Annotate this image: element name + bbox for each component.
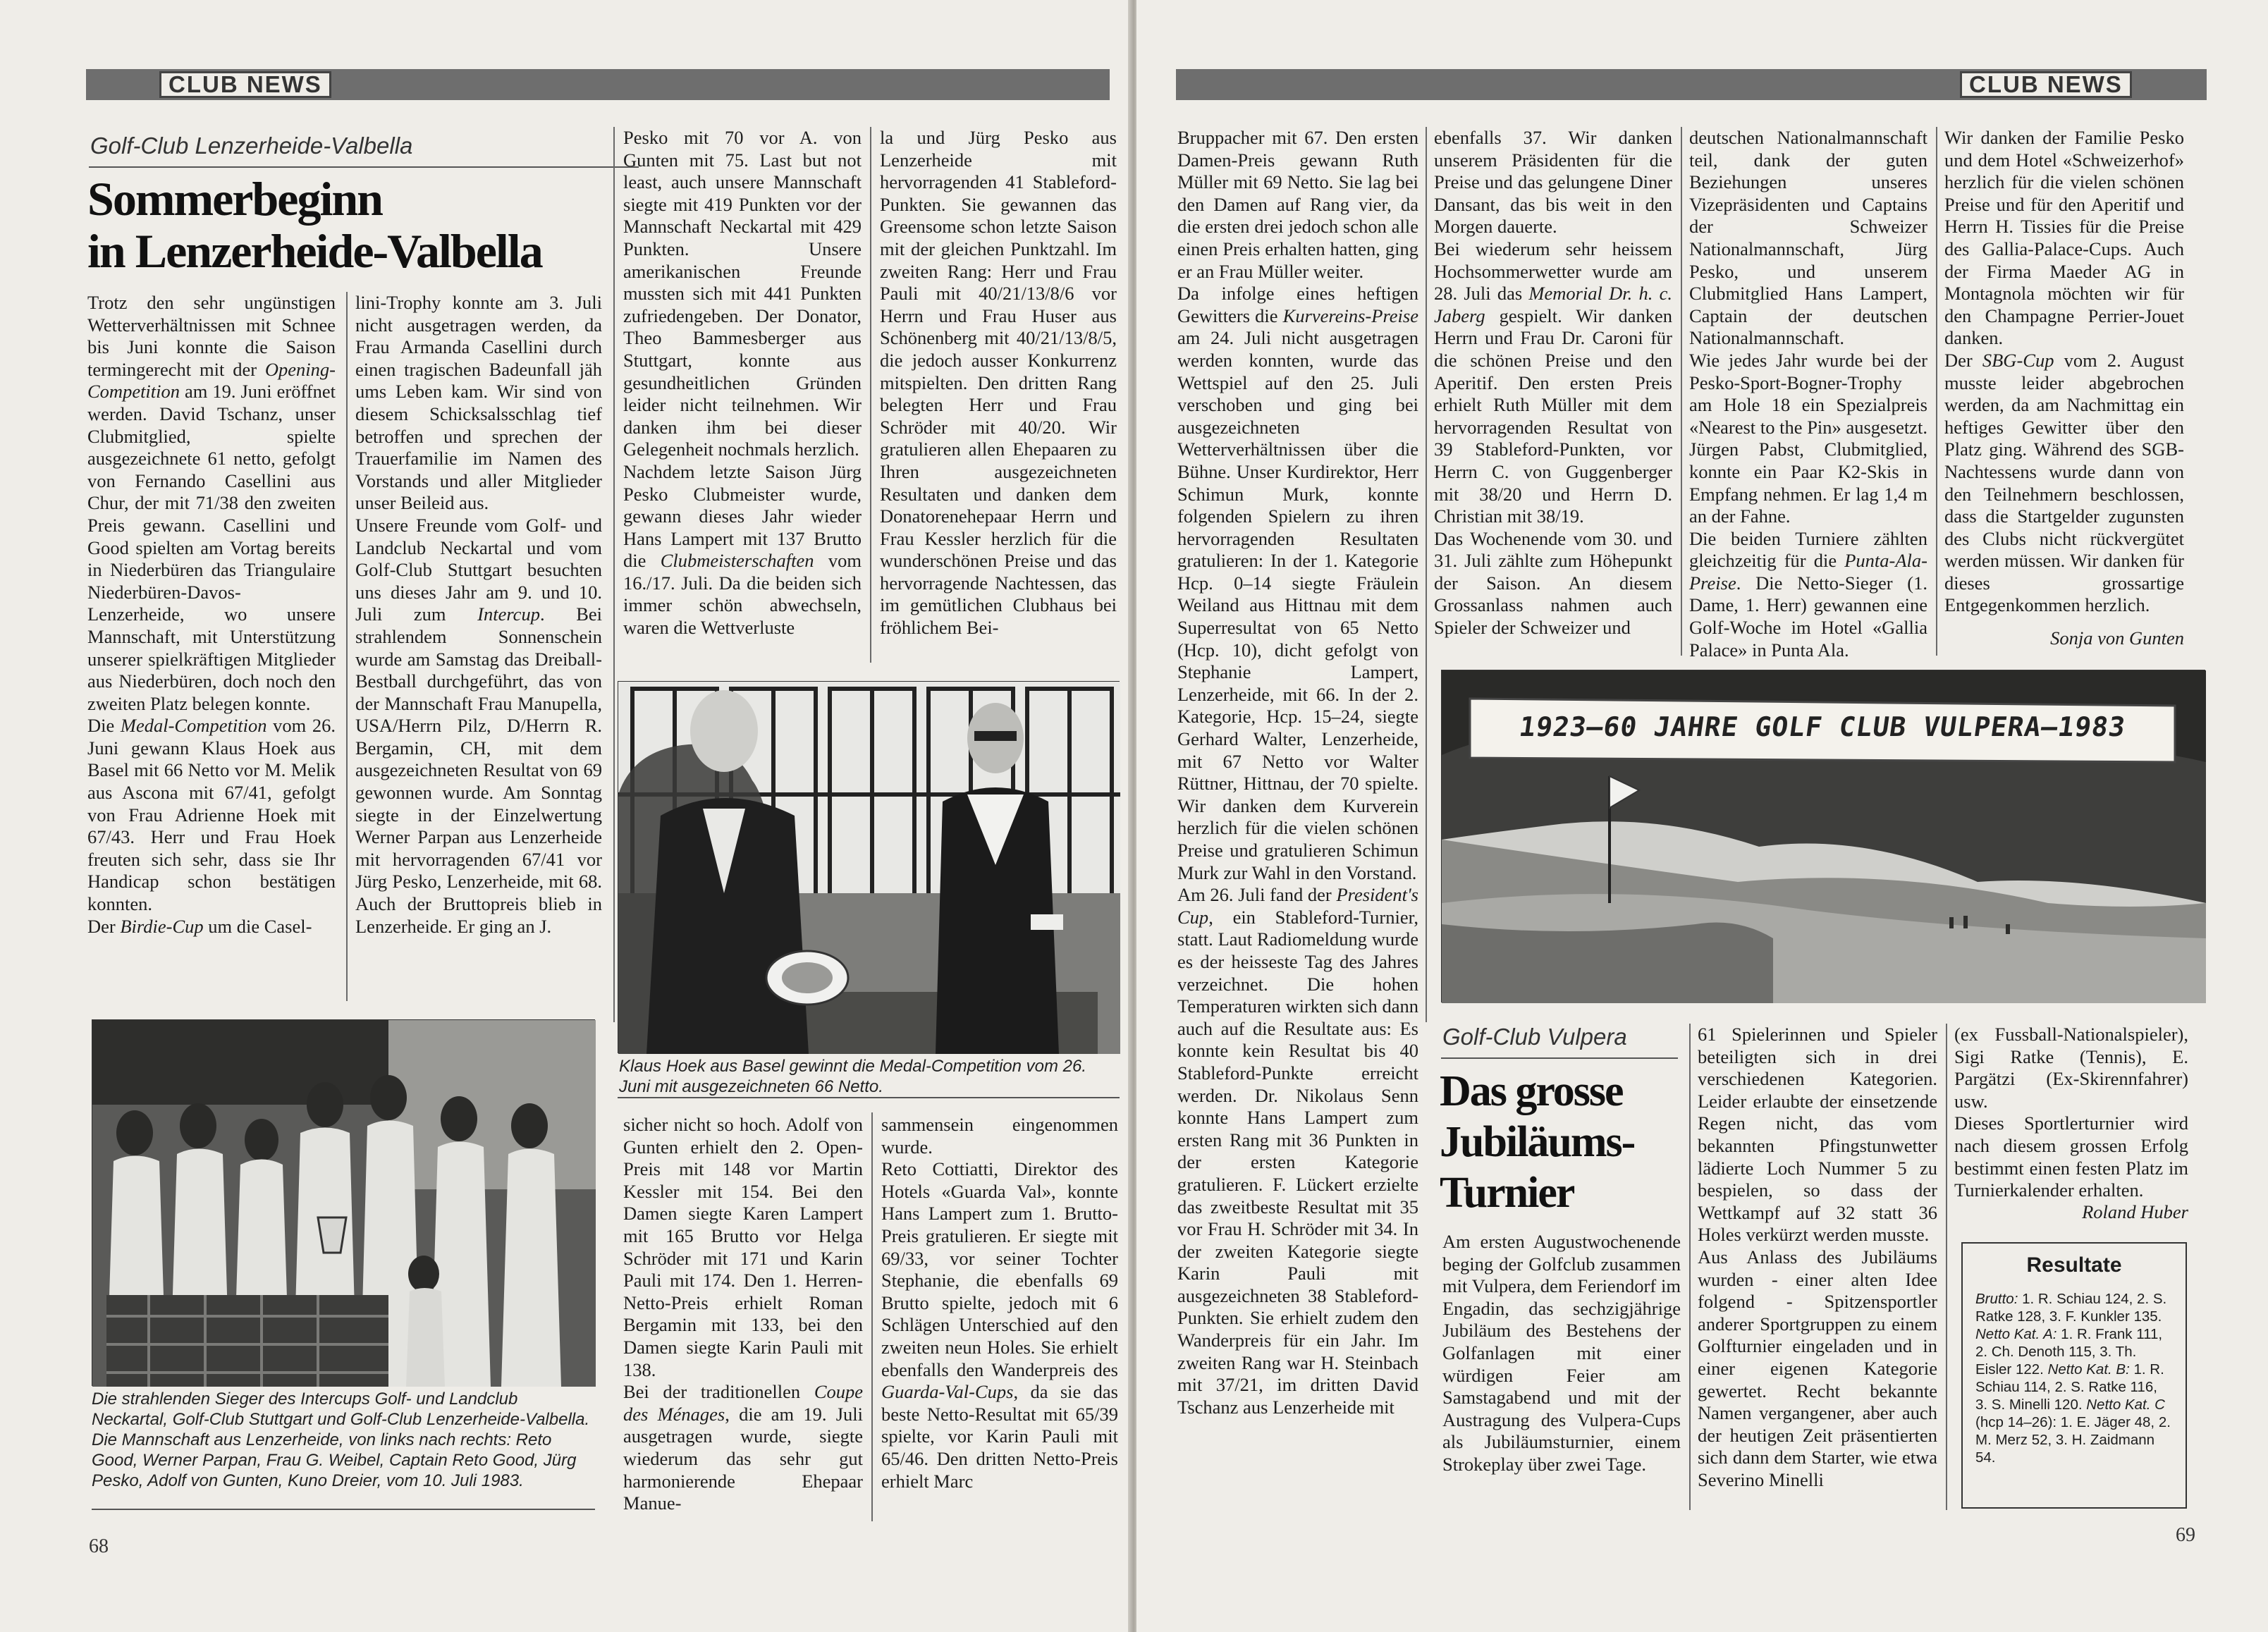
article-kicker: Golf-Club Lenzerheide-Valbella <box>90 133 413 159</box>
section-label: CLUB NEWS <box>1960 71 2132 98</box>
section-label: CLUB NEWS <box>159 71 331 98</box>
article-column-2 <box>355 292 602 1004</box>
author-signature-sonja: Sonja von Gunten <box>2050 627 2184 649</box>
paragraph: Bruppacher mit 67. Den ersten Damen-Preis gewann Ruth Müller mit 69 Netto. Sie lag bei den Damen auf Rang vier, da die ersten drei jedoch schon alle einen Preis erhalten hatten, ging er an Frau Müller weiter. <box>1177 127 1418 282</box>
paragraph: sammensein eingenommen wurde. <box>881 1114 1118 1158</box>
left-page <box>0 0 1132 1632</box>
article-column-3-top <box>623 127 862 661</box>
paragraph: deutschen Nationalmannschaft teil, dank der guten Beziehungen unseres Vizepräsidenten und Captains der Schweizer Nationalmannschaft, Jürg Pesko, und unserem Clubmitglied Hans Lampert, Captain der deutschen Nationalmannschaft. <box>1689 127 1927 349</box>
paragraph: Trotz den sehr ungünstigen Wetterverhältnissen mit Schnee bis Juni konnte die Saison termingerecht mit der Opening-Competition am 19. Juni eröffnet werden. David Tschanz, unser Clubmitglied, spielte ausgezeichnete 61 netto, gefolgt von Fernando Casellini aus Chur, der mit 71/38 den zweiten Preis gewann. Casellini und Good spielten am Vortag bereits in Niederbüren das Triangulaire Niederbüren-Davos-Lenzerheide, wo unsere Mannschaft, mit Unterstützung unserer spielkräftigen Mitglieder aus Niederbüren, doch noch den zweiten Platz belegen konnte. <box>87 292 336 714</box>
paragraph: Der SBG-Cup vom 2. August musste leider abgebrochen werden, da am Nachmittag ein heftiges Gewitter über den Platz ging. Während des SGB-Nachtessens wurde dann von den Teilnehmern beschlossen, dass die Startgelder zugunsten des Clubs nicht rückvergütet werden müssen. Wir danken für dieses grossartige Entgegenkommen herzlich. <box>1944 349 2184 616</box>
author-signature-roland: Roland Huber <box>2082 1201 2188 1222</box>
photo-intercup-team <box>92 1019 595 1386</box>
column-rule <box>1681 127 1682 656</box>
results-text: Brutto: 1. R. Schiau 124, 2. S. Ratke 128, 3. F. Kunkler 135. Netto Kat. A: 1. R. Frank 111, 2. Ch. Denoth 115, 3. Th. Eisler 122. Netto Kat. B: 1. R. Schiau 114, 2. S. Ratke 116, 3. S. Minelli 120. Netto Kat. C (hcp 14–26): 1. E. Jäger 48, 2. M. Merz 52, 3. H. Zaidmann 54. <box>1975 1291 2171 1466</box>
headline-vulpera-line-1: Das grosse <box>1440 1067 1623 1115</box>
article-column-4-top <box>880 127 1117 661</box>
paragraph: ebenfalls 37. Wir danken unserem Präsidenten für die Preise und das gelungene Diner Dansant, das bis weit in den Morgen dauerte. <box>1434 127 1672 238</box>
article-column-3-bottom <box>623 1114 863 1523</box>
column-rule <box>870 127 871 663</box>
paragraph: la und Jürg Pesko aus Lenzerheide mit hervorragenden 41 Stableford-Punkten. Sie gewannen das Greensome schon letzte Saison mit der gleichen Punktzahl. Im zweiten Rang: Herr und Frau Pauli mit 40/21/13/8/6 vor Herrn und Frau Huser aus Schönenberg mit 40/21/13/8/5, die jedoch ausser Konkurrenz mitspielten. Den dritten Rang belegten Herr und Frau Schröder mit 40/20. Wir gratulieren allen Ehepaaren zu Ihren ausgezeichneten Resultaten und danken dem Donatorenehepaar Herrn und Frau Kessler herzlich für die wunderschönen Preise und das hervorragende Nachtessen, das im gemütlichen Clubhaus bei fröhlichem Bei- <box>880 127 1117 639</box>
paragraph: Reto Cottiatti, Direktor des Hotels «Guarda Val», konnte Hans Lampert zum 1. Brutto-Preis gratulieren. Er siegte mit 69/33, vor seiner Tochter Stephanie, die ebenfalls 69 Brutto spielte, jedoch mit 6 Schlägen Unterschied auf den zweiten neun Holes. Sie erhielt ebenfalls den Wanderpreis des Guarda-Val-Cups, da sie das beste Netto-Resultat mit 65/39 spielte, vor Karin Pauli mit 65/46. Den dritten Netto-Preis erhielt Marc <box>881 1158 1118 1492</box>
column-rule <box>1936 127 1937 656</box>
kicker-rule <box>1441 1057 1678 1059</box>
paragraph: Nachdem letzte Saison Jürg Pesko Clubmeister wurde, gewann dieses Jahr wieder Hans Lampert mit 137 Brutto die Clubmeisterschaften vom 16./17. Juli. Da die beiden sich immer schön abwechseln, waren die Wettverluste <box>623 460 862 639</box>
article-column-4-top <box>1944 127 2184 629</box>
headline-line-1: Sommerbeginn <box>87 172 382 226</box>
column-rule <box>1426 127 1427 1022</box>
vulpera-column-3 <box>1698 1024 1937 1510</box>
headline-vulpera-line-3: Turnier <box>1440 1169 1574 1217</box>
photo-vulpera-course <box>1441 670 2205 1002</box>
article-column-1-top <box>1177 127 1418 1418</box>
paragraph: Wie jedes Jahr wurde bei der Pesko-Sport-Bogner-Trophy am Hole 18 ein Spezialpreis «Nearest to the Pin» ausgesetzt. Jürgen Pabst, Clubmitglied, konnte ein Paar K2-Skis in Empfang nehmen. Er lag 1,4 m an der Fahne. <box>1689 349 1927 527</box>
photo-caption-klaus-hoek: Klaus Hoek aus Basel gewinnt die Medal-Competition vom 26. Juni mit ausgezeichneten 66 Netto. <box>619 1057 1087 1096</box>
paragraph: Da infolge eines heftigen Gewitters die Kurvereins-Preise am 24. Juli nicht ausgetragen werden konnten, wurde das Wettspiel auf den 25. Juli verschoben und ging bei ausgezeichneten Wetterverhältnissen über die Bühne. Unser Kurdirektor, Herr Schimun Murk, konnte folgenden Spielern zu ihren hervorragenden Resultaten gratulieren: In der 1. Kategorie Hcp. 0–14 siegte Fräulein Weiland aus Hittnau mit dem Superresultat von 65 Netto (Hcp. 10), dicht gefolgt von Stephanie Lampert, Lenzerheide, mit 66. In der 2. Kategorie, Hcp. 15–24, siegte Gerhard Walter, Lenzerheide, mit 67 Netto vor Walter Rüttner, Hittnau, der 70 spielte. Wir danken dem Kurverein herzlich für die vielen schönen Preise und gratulieren Schimun Murk zur Wahl in den Vorstand. <box>1177 283 1418 883</box>
paragraph: Bei wiederum sehr heissem Hochsommerwetter wurde am 28. Juli das Memorial Dr. h. c. Jaberg gespielt. Wir danken Herrn und Frau Dr. Caroni für die schönen Preise und den Aperitif. Den ersten Preis erhielt Ruth Müller mit dem hervorragenden Resultat von 39 Stableford-Punkten, vor Herrn C. von Guggenberger mit 38/20 und Herrn D. Christian mit 38/19. <box>1434 238 1672 527</box>
paragraph: Wir danken der Familie Pesko und dem Hotel «Schweizerhof» herzlich für die vielen schönen Preise und für den Aperitif und Herrn H. Tissies für die Preise des Gallia-Palace-Cups. Auch der Firma Maeder AG in Montagnola möchten wir für den Champagne Perrier-Jouet danken. <box>1944 127 2184 349</box>
photo-klaus-hoek <box>618 681 1120 1053</box>
headline-line-2: in Lenzerheide-Valbella <box>87 224 542 278</box>
column-rule <box>871 1112 873 1521</box>
banner-text: 1923–60 JAHRE GOLF CLUB VULPERA–1983 <box>1517 711 2128 742</box>
paragraph: Unsere Freunde vom Golf- und Landclub Neckartal und vom Golf-Club Stuttgart besuchten uns dieses Jahr am 9. und 10. Juli zum Intercup. Bei strahlendem Sonnenschein wurde am Samstag das Dreiball-Bestball durchgeführt, das von der Mannschaft Frau Manupella, USA/Herrn Pilz, D/Herrn R. Bergamin, CH, mit dem ausgezeichneten Resultat von 69 gewonnen wurde. Am Sonntag siegte in der Einzelwertung Werner Parpan aus Lenzerheide mit hervorragenden 67/41 vor Jürg Pesko, Lenzerheide, mit 68. Auch der Bruttopreis blieb in Lenzerheide. Er ging an J. <box>355 514 602 937</box>
article-column-3-top <box>1689 127 1927 661</box>
right-page <box>1136 0 2268 1632</box>
paragraph: Am ersten Augustwochenende beging der Golfclub zusammen mit Vulpera, dem Feriendorf im Engadin, das sechzigjährige Jubiläum des Bestehens der Golfanlagen mit einer würdigen Feier am Samstagabend und mit der Austragung des Vulpera-Cups als Jubiläumsturnier, einem Strokeplay über zwei Tage. <box>1442 1231 1681 1475</box>
paragraph: Bei der traditionellen Coupe des Ménages, die am 19. Juli ausgetragen wurde, siegte wiederum das sehr gut harmonierende Ehepaar Manue- <box>623 1381 863 1514</box>
results-box <box>1961 1242 2187 1509</box>
article-column-2-top <box>1434 127 1672 654</box>
caption-rule <box>92 1509 595 1510</box>
column-rule <box>613 127 615 1022</box>
column-rule <box>1946 1024 1947 1510</box>
photo-caption-intercup: Die strahlenden Sieger des Intercups Golf- und Landclub Neckartal, Golf-Club Stuttgart und Golf-Club Lenzerheide-Valbella. Die Mannschaft aus Lenzerheide, von links nach rechts: Reto Good, Werner Parpan, Frau G. Weibel, Captain Reto Good, Jürg Pesko, Adolf von Gunten, Kuno Dreier, vom 10. Juli 1983. <box>92 1389 590 1490</box>
paragraph: Das Wochenende vom 30. und 31. Juli zählte zum Höhepunkt der Saison. An diesem Grossanlass nahmen auch Spieler der Schweizer und <box>1434 527 1672 639</box>
paragraph: Pesko mit 70 vor A. von Gunten mit 75. Last but not least, auch unsere Mannschaft siegte mit 419 Punkten vor der Mannschaft Neckartal mit 429 Punkten. Unsere amerikanischen Freunde mussten sich mit 441 Punkten zufriedengeben. Der Donator, Theo Bammesberger aus Stuttgart, konnte aus gesundheitlichen Gründen leider nicht teilnehmen. Wir danken ihm bei dieser Gelegenheit nochmals herzlich. <box>623 127 862 460</box>
paragraph: Dieses Sportlerturnier wird nach diesem grossen Erfolg bestimmt einen festen Platz im Turnierkalender erhalten. <box>1954 1112 2188 1201</box>
paragraph: (ex Fussball-Nationalspieler), Sigi Ratke (Tennis), E. Pargätzi (Ex-Skirennfahrer) usw. <box>1954 1024 2188 1112</box>
paragraph: Die beiden Turniere zählten gleichzeitig für die Punta-Ala-Preise. Die Netto-Sieger (1. Dame, 1. Herr) gewannen eine Golf-Woche im Hotel «Gallia Palace» in Punta Ala. <box>1689 527 1927 661</box>
paragraph: Die Medal-Competition vom 26. Juni gewann Klaus Hoek aus Basel mit 66 Netto vor M. Melik aus Ascona mit 67/41, gefolgt von Frau Adrienne Hoek mit 67/43. Herr und Frau Hoek freuten sich sehr, dass sie Ihr Handicap schon bestätigen konnten. <box>87 715 336 915</box>
paragraph: Der Birdie-Cup um die Casel- <box>87 915 312 937</box>
caption-rule <box>618 1097 1120 1098</box>
paragraph: Aus Anlass des Jubiläums wurden - einer alten Idee folgend - Spitzensportler anderer Sportgruppen zu einem Golfturnier eingeladen und in einer eigenen Kategorie gewertet. Recht bekannte Namen vergangener, aber auch der heutigen Zeit präsentierten sich dann dem Starter, wie etwa Severino Minelli <box>1698 1246 1937 1490</box>
paragraph: sicher nicht so hoch. Adolf von Gunten erhielt den 2. Open-Preis mit 148 vor Martin Kessler mit 154. Bei den Damen siegte Karen Lampert mit 165 Brutto vor Helga Schröder mit 171 und Karin Pauli mit 174. Den 1. Herren-Netto-Preis erhielt Roman Bergamin mit 133, bei den Damen siegte Karin Pauli mit 138. <box>623 1114 863 1380</box>
results-title: Resultate <box>2026 1253 2122 1277</box>
kicker-rule <box>89 166 639 168</box>
article-kicker-vulpera: Golf-Club Vulpera <box>1442 1024 1627 1050</box>
vulpera-column-2 <box>1442 1231 1681 1513</box>
headline-vulpera-line-2: Jubiläums- <box>1440 1118 1635 1166</box>
column-rule <box>1689 1024 1691 1510</box>
article-column-4-bottom <box>881 1114 1118 1523</box>
article-column-1 <box>87 292 336 1004</box>
page-number-right: 69 <box>2176 1524 2195 1546</box>
vulpera-column-4 <box>1954 1024 2188 1200</box>
paragraph: lini-Trophy konnte am 3. Juli nicht ausgetragen werden, da Frau Armanda Casellini durch einen tragischen Badeunfall jäh ums Leben kam. Wir sind von diesem Schicksalsschlag tief betroffen und sprechen der Trauerfamilie im Namen des Vorstands und aller Mitglieder unser Beileid aus. <box>355 292 602 514</box>
paragraph: Am 26. Juli fand der President's Cup, ein Stableford-Turnier, statt. Laut Radiomeldung wurde es der heisseste Tag des Jahres verzeichnet. Die hohen Temperaturen wirkten sich dann auch auf die Resultate aus: Es konnte kein Resultat bis 40 Stableford-Punkte erreicht werden. Dr. Nikolaus Senn konnte Hans Lampert zum ersten Rang mit 36 Punkten in der ersten Kategorie gratulieren. F. Lückert erzielte das zweitbeste Resultat mit 35 vor Frau H. Schröder mit 34. In der zweiten Kategorie siegte Karin Pauli mit ausgezeichneten 38 Stableford-Punkten. Sie erhielt zudem den Wanderpreis für ein Jahr. Im zweiten Rang war H. Steinbach mit 37/21, im dritten David Tschanz aus Lenzerheide mit <box>1177 884 1418 1418</box>
page-number-left: 68 <box>89 1535 109 1557</box>
column-rule <box>346 292 348 1001</box>
paragraph: 61 Spielerinnen und Spieler beteiligten sich in drei verschiedenen Kategorien. Leider erlaubte der einsetzende Regen nicht, das vom bekannten Pfingstunwetter lädierte Loch Nummer 5 zu bespielen, so dass der Wettkampf auf 32 statt 36 Holes verkürzt werden musste. <box>1698 1024 1937 1246</box>
